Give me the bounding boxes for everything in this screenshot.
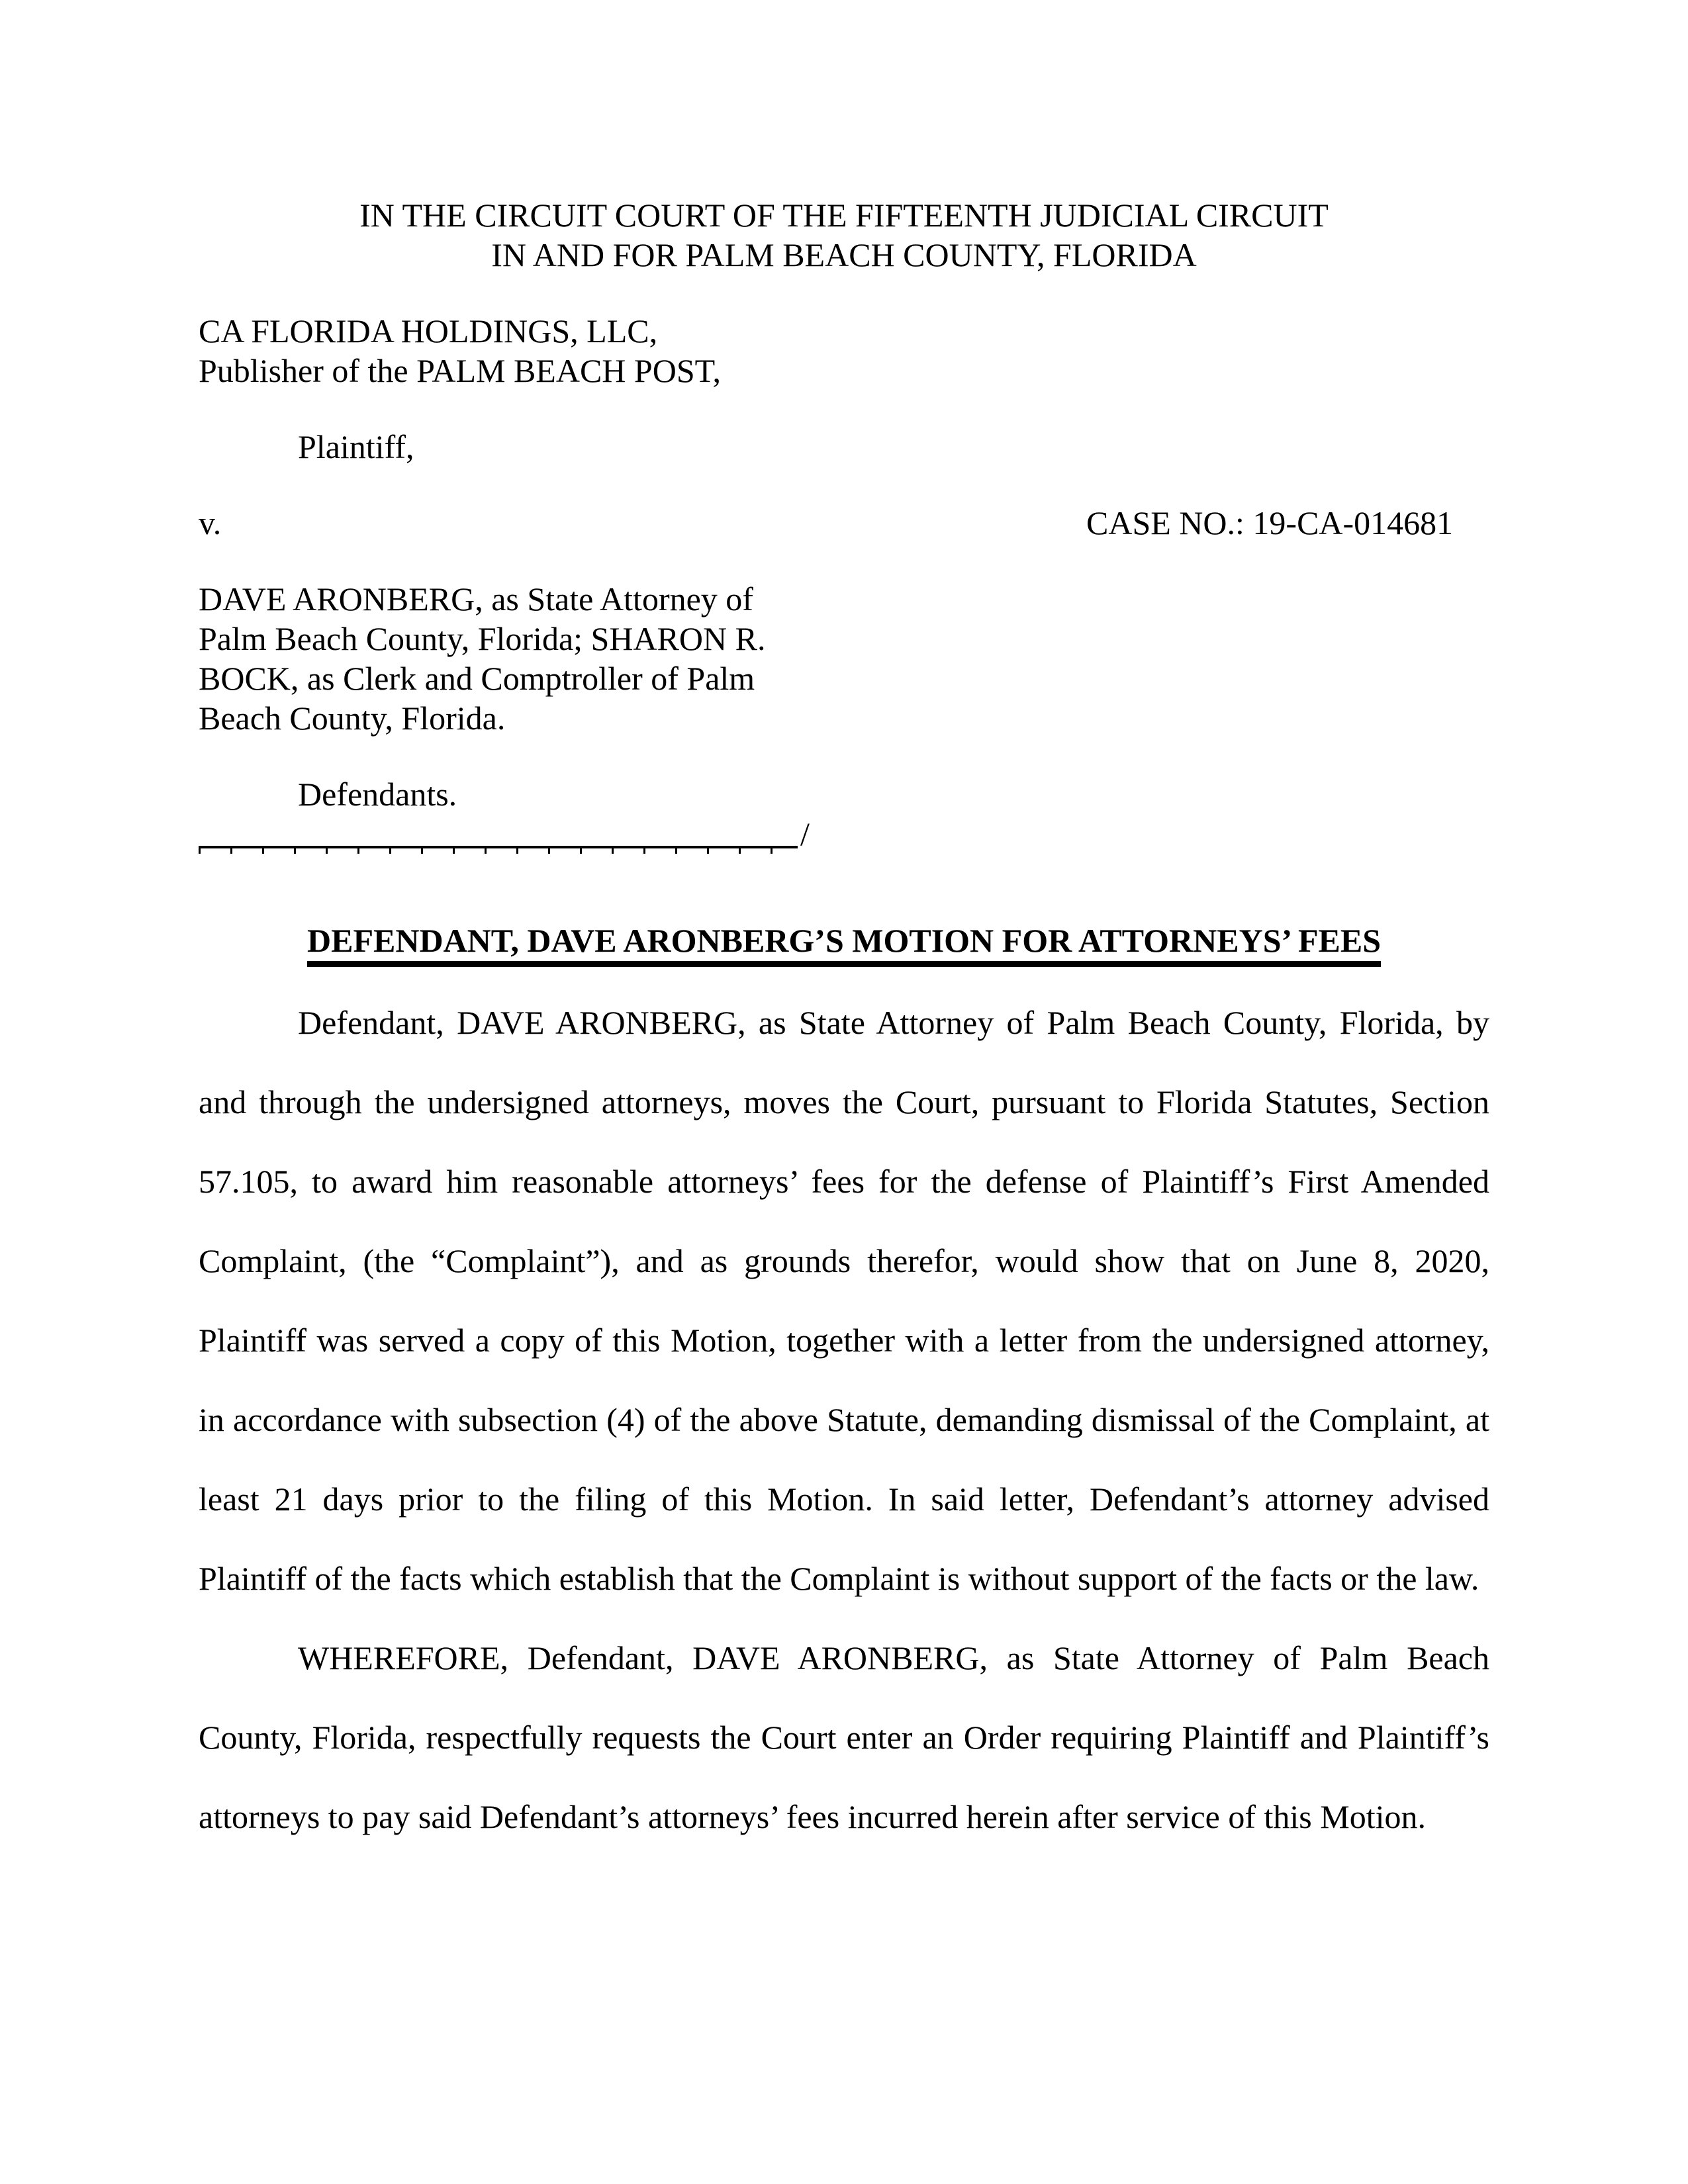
versus-marker: v.	[199, 504, 222, 541]
defendant-name-line1: DAVE ARONBERG, as State Attorney of	[199, 580, 753, 617]
body-paragraph-1: Defendant, DAVE ARONBERG, as State Attorney of Palm Beach County, Florida, by and through the undersigned attorneys, moves the Court, pursuant to Florida Statutes, Section 57.105, to award him reasonable attorneys’ fees for the defense of Plaintiff’s First Amended Complaint, (the “Complaint”), and as grounds therefor, would show that on June 8, 2020, Plaintiff was served a copy of this Motion, together with a letter from the undersigned attorney, in accordance with subsection (4) of the above Statute, demanding dismissal of the Complaint, at least 21 days prior to the filing of this Motion. In said letter, Defendant’s attorney advised Plaintiff of the facts which establish that the Complaint is without support of the facts or the law.	[199, 1004, 1489, 1597]
spacer	[199, 738, 1489, 774]
spacer	[199, 467, 1489, 503]
court-header-line2: IN AND FOR PALM BEACH COUNTY, FLORIDA	[491, 236, 1197, 273]
defendant-name-line2: Palm Beach County, Florida; SHARON R.	[199, 620, 766, 657]
plaintiff-name-line1: CA FLORIDA HOLDINGS, LLC,	[199, 312, 658, 349]
document-title-text: DEFENDANT, DAVE ARONBERG’S MOTION FOR ATTORNEYS’ FEES	[307, 922, 1381, 967]
defendant-name-line3: BOCK, as Clerk and Comptroller of Palm	[199, 660, 755, 697]
spacer	[199, 275, 1489, 311]
motion-body	[199, 983, 1489, 1856]
body-paragraph-2: WHEREFORE, Defendant, DAVE ARONBERG, as State Attorney of Palm Beach County, Florida, respectfully requests the Court enter an Order requiring Plaintiff and Plaintiff’s attorneys to pay said Defendant’s attorneys’ fees incurred herein after service of this Motion.	[199, 1639, 1489, 1835]
caption-separator-line	[199, 814, 798, 854]
versus-row	[199, 503, 1489, 543]
case-number: CASE NO.: 19-CA-014681	[1086, 504, 1454, 541]
caption-separator	[199, 814, 1489, 854]
plaintiff-designation: Plaintiff,	[298, 428, 414, 465]
defendant-name-line4: Beach County, Florida.	[199, 700, 506, 737]
plaintiff-name-line2: Publisher of the PALM BEACH POST,	[199, 352, 721, 389]
defendants-designation: Defendants.	[298, 776, 457, 813]
spacer	[199, 390, 1489, 427]
document-title	[0, 921, 1688, 967]
case-caption	[199, 195, 1489, 854]
caption-separator-slash: /	[800, 815, 810, 852]
spacer	[199, 543, 1489, 579]
court-header-line1: IN THE CIRCUIT COURT OF THE FIFTEENTH JUDICIAL CIRCUIT	[359, 197, 1329, 234]
